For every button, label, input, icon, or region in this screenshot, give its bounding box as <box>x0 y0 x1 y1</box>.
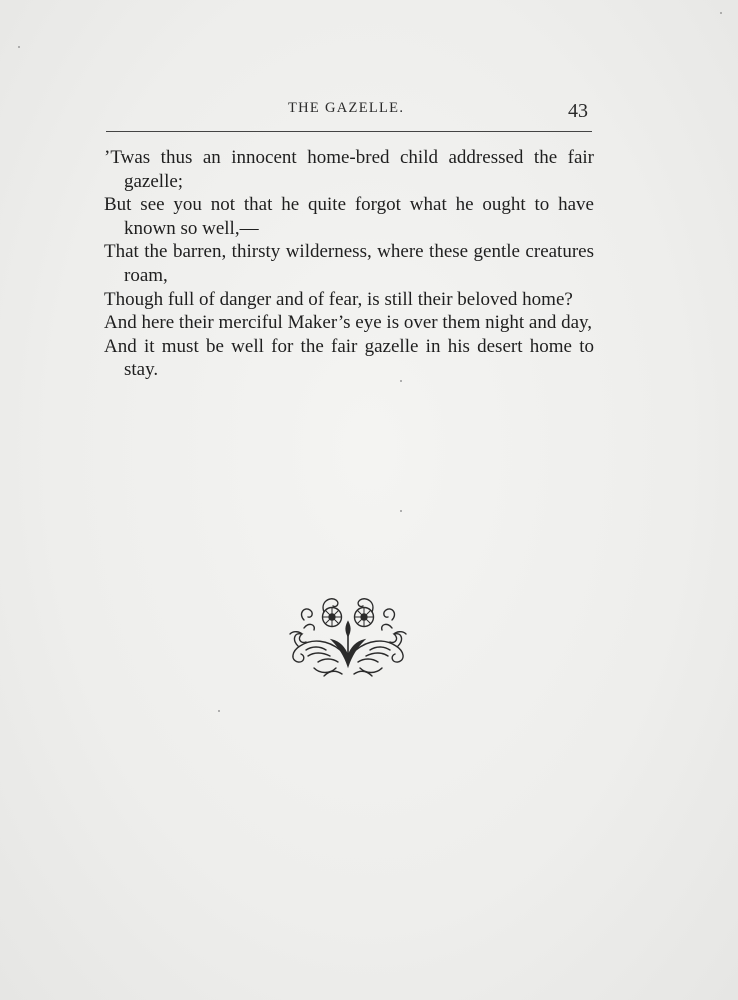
poem-line: And it must be well for the fair gazelle in his desert home to stay. <box>104 335 594 381</box>
paper-speck <box>400 380 402 382</box>
paper-speck <box>400 510 402 512</box>
poem-line: That the barren, thirsty wilderness, where these gentle creatures roam, <box>104 241 594 286</box>
floral-ornament-icon <box>284 590 412 680</box>
poem-line: ’Twas thus an innocent home-bred child addressed the fair gazelle; <box>104 147 594 192</box>
paper-speck <box>218 710 220 712</box>
running-head-title: THE GAZELLE. <box>288 100 405 116</box>
poem-line: Though full of danger and of fear, is still their beloved home? <box>104 288 573 310</box>
paper-speck <box>720 12 722 14</box>
page-number: 43 <box>568 100 588 122</box>
paper-speck <box>18 46 20 48</box>
poem-line: And here their merciful Maker’s eye is over them night and day, <box>104 312 593 334</box>
poem-line: But see you not that he quite forgot what he ought to have known so well,— <box>104 194 594 239</box>
header-rule <box>106 131 592 132</box>
poem-text <box>104 146 594 382</box>
